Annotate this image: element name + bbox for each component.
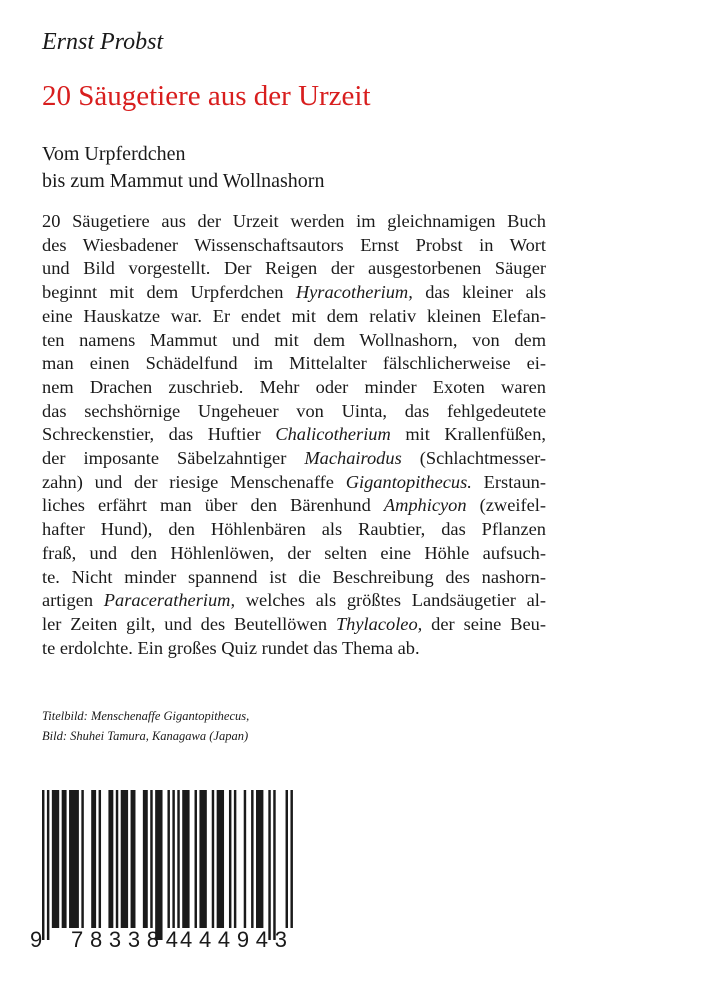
blurb-line-last: te erdolchte. Ein großes Quiz rundet das Thema ab.: [42, 637, 420, 658]
barcode-bar: [116, 790, 118, 928]
barcode-guard-bar: [268, 790, 270, 940]
blurb-text: [42, 210, 546, 660]
blurb-line: beginnt mit dem Urpferdchen Hyracotherium, das kleiner als: [42, 282, 546, 303]
blurb-line: artigen Paraceratherium, welches als größtes Landsäugetier al-: [42, 590, 546, 611]
barcode-bar: [182, 790, 189, 928]
barcode-bar: [234, 790, 236, 928]
barcode-bar: [217, 790, 224, 928]
species-name: Chalicotherium: [275, 424, 391, 445]
species-name: Hyracotherium,: [295, 282, 413, 303]
blurb-line: 20 Säugetiere aus der Urzeit werden im gleichnamigen Buch: [42, 211, 546, 231]
barcode-bar: [52, 790, 59, 928]
blurb-line: hafter Hund), den Höhlenbären als Raubtier, das Pflanzen: [42, 519, 546, 540]
book-title: 20 Säugetiere aus der Urzeit: [42, 80, 371, 112]
barcode-bar: [108, 790, 113, 928]
blurb-line: des Wiesbadener Wissenschaftsautors Ernst Probst in Wort: [42, 234, 546, 255]
blurb-line: te. Nicht minder spannend ist die Beschreibung des nashorn-: [42, 566, 546, 587]
barcode-bars: [42, 790, 293, 940]
blurb-line: ten namens Mammut und mit dem Wollnashorn, von dem: [42, 329, 546, 350]
barcode-bar: [99, 790, 101, 928]
barcode-bar: [244, 790, 246, 928]
barcode-bar: [121, 790, 128, 928]
author-name: Ernst Probst: [42, 29, 164, 55]
isbn-barcode: [28, 790, 298, 960]
barcode-bar: [286, 790, 288, 928]
species-name: Paraceratherium,: [103, 590, 236, 611]
blurb-line: liches erfährt man über den Bärenhund Amphicyon (zweifel-: [42, 495, 546, 516]
blurb-line: zahn) und der riesige Menschenaffe Gigantopithecus. Erstaun-: [42, 471, 546, 492]
species-name: Machairodus: [304, 448, 402, 469]
barcode-bar: [69, 790, 79, 928]
barcode-guard-bar: [42, 790, 44, 940]
barcode-bar: [212, 790, 214, 928]
barcode-bar: [199, 790, 206, 928]
barcode-first-digit: 9: [30, 927, 43, 952]
barcode-bar: [195, 790, 197, 928]
barcode-bar: [131, 790, 136, 928]
barcode-bar: [143, 790, 148, 928]
barcode-guard-bar: [155, 790, 162, 940]
barcode-left-digits: 783384: [71, 927, 178, 952]
image-credit: [42, 706, 249, 746]
barcode-bar: [251, 790, 253, 928]
species-name: Gigantopithecus.: [345, 471, 472, 492]
barcode-guard-bar: [273, 790, 275, 940]
blurb-line: ler Zeiten gilt, und des Beutellöwen Thylacoleo, der seine Beu-: [42, 613, 546, 634]
subtitle-line-1: Vom Urpferdchen: [42, 143, 186, 165]
barcode-bar: [256, 790, 263, 928]
barcode-bar: [172, 790, 174, 928]
barcode-bar: [167, 790, 169, 928]
barcode-bar: [62, 790, 67, 928]
barcode-bar: [229, 790, 231, 928]
blurb-line: das sechshörnige Ungeheuer von Uinta, das fehlgedeutete: [42, 400, 546, 421]
barcode-bar: [150, 790, 152, 928]
credit-line-2: Bild: Shuhei Tamura, Kanagawa (Japan): [42, 729, 249, 743]
blurb-line: Schreckenstier, das Huftier Chalicotherium mit Krallenfüßen,: [42, 424, 547, 445]
barcode-bar: [91, 790, 96, 928]
barcode-right-digits: 444943: [180, 927, 287, 952]
blurb-line: und Bild vorgestellt. Der Reigen der ausgestorbenen Säuger: [42, 258, 546, 279]
barcode-bar: [177, 790, 179, 928]
species-name: Amphicyon: [383, 495, 467, 516]
barcode-guard-bar: [47, 790, 49, 940]
blurb-line: der imposante Säbelzahntiger Machairodus (Schlachtmesser-: [42, 448, 546, 469]
barcode-bar: [290, 790, 292, 928]
blurb-line: man einen Schädelfund im Mittelalter fälschlicherweise ei-: [42, 353, 546, 374]
credit-line-1: Titelbild: Menschenaffe Gigantopithecus,: [42, 709, 250, 723]
barcode-bar: [81, 790, 83, 928]
book-subtitle: [42, 141, 324, 195]
blurb-line: eine Hauskatze war. Er endet mit dem relativ kleinen Elefan-: [42, 305, 546, 326]
blurb-line: nem Drachen zuschrieb. Mehr oder minder Exoten waren: [42, 376, 546, 397]
subtitle-line-2: bis zum Mammut und Wollnashorn: [42, 170, 325, 192]
blurb-line: fraß, und den Höhlenlöwen, der selten eine Höhle aufsuch-: [42, 542, 546, 563]
species-name: Thylacoleo,: [335, 613, 423, 634]
